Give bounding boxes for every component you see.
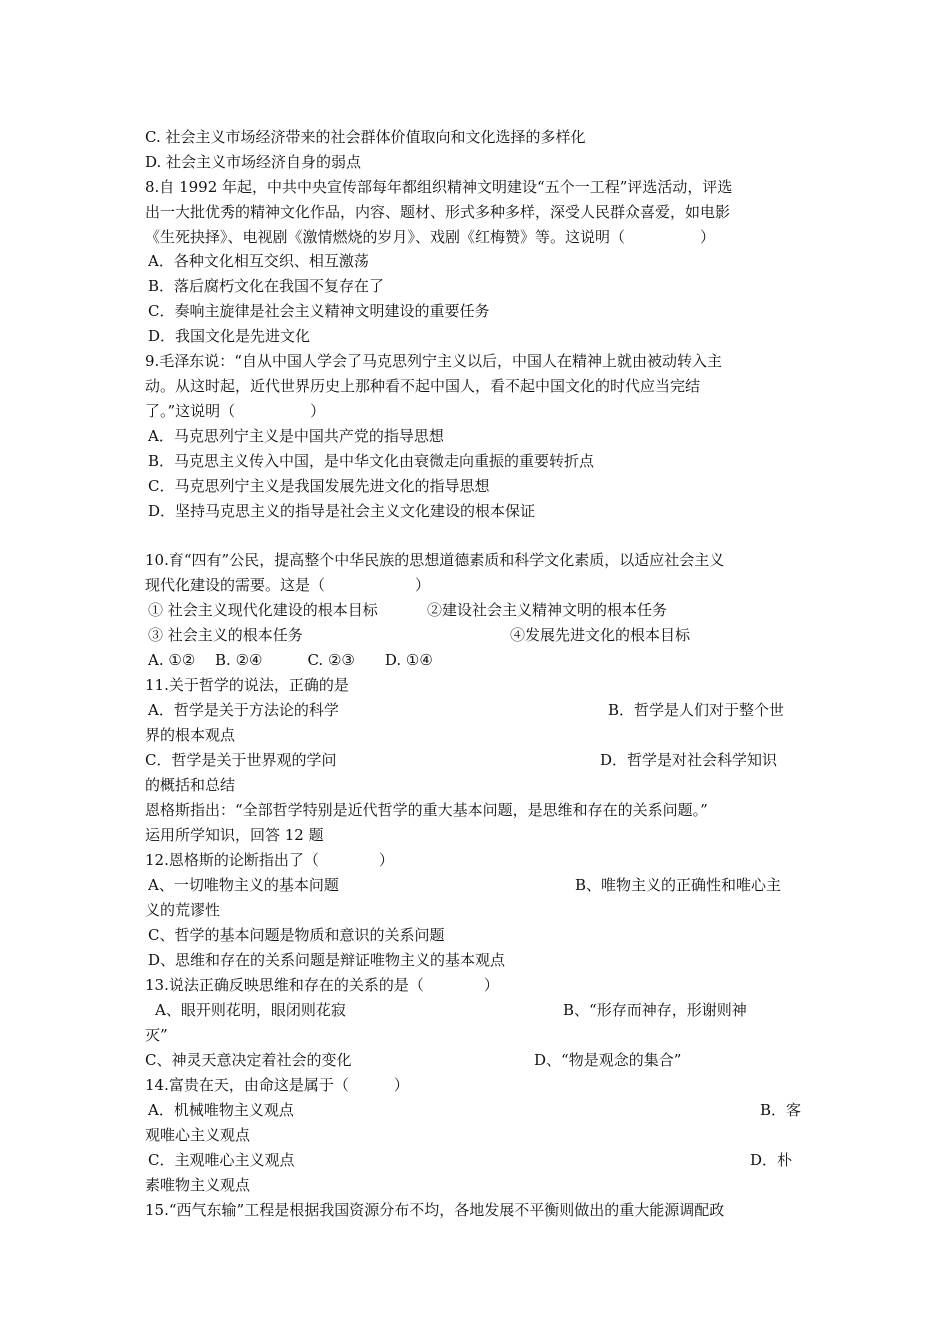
question-8-line-2: 出一大批优秀的精神文化作品，内容、题材、形式多种多样，深受人民群众喜爱，如电影 (145, 203, 731, 221)
option-b-q14: B．客 (760, 1101, 802, 1119)
option-b-q9: B．马克思主义传入中国，是中华文化由衰微走向重振的重要转折点 (148, 452, 595, 470)
option-c-q11: C．哲学是关于世界观的学问 (145, 751, 337, 769)
option-b-q12: B、唯物主义的正确性和唯心主 (575, 876, 782, 894)
option-d-q7: D. 社会主义市场经济自身的弱点 (145, 153, 362, 171)
question-12: 12.恩格斯的论断指出了（ ） (145, 851, 394, 869)
question-10-line-2: 现代化建设的需要。这是（ ） (145, 576, 431, 594)
question-8-line-3: 《生死抉择》、电视剧《激情燃烧的岁月》、戏剧《红梅赞》等。这说明（ ） (145, 228, 716, 246)
option-d-q11-cont: 的概括和总结 (145, 776, 236, 794)
statement-2-q10: ②建设社会主义精神文明的根本任务 (427, 601, 668, 619)
statement-1-q10: ① 社会主义现代化建设的根本目标 (148, 601, 378, 619)
option-a-q8: A．各种文化相互交织、相互激荡 (148, 252, 369, 270)
question-15-line-1: 15.“西气东输”工程是根据我国资源分布不均，各地发展不平衡则做出的重大能源调配政 (145, 1201, 725, 1219)
option-b-q13-cont: 灭” (145, 1026, 168, 1044)
option-c-q7: C. 社会主义市场经济带来的社会群体价值取向和文化选择的多样化 (145, 128, 586, 146)
option-d-q13: D、“物是观念的集合” (534, 1051, 682, 1069)
option-d-q14: D．朴 (750, 1151, 793, 1169)
option-b-q12-cont: 义的荒谬性 (145, 901, 221, 919)
option-a-q11: A．哲学是关于方法论的科学 (148, 701, 339, 719)
option-d-q12: D、思维和存在的关系问题是辩证唯物主义的基本观点 (148, 951, 506, 969)
option-b-q13: B、“形存而神存，形谢则神 (563, 1001, 747, 1019)
option-c-q9: C．马克思列宁主义是我国发展先进文化的指导思想 (148, 477, 490, 495)
question-9-line-2: 动。从这时起，近代世界历史上那种看不起中国人，看不起中国文化的时代应当完结 (145, 377, 701, 395)
option-c-q13: C、神灵天意决定着社会的变化 (145, 1051, 352, 1069)
question-8-line-1: 8.自 1992 年起，中共中央宣传部每年都组织精神文明建设“五个一工程”评选活动，评选 (145, 178, 733, 196)
option-b-q11-cont: 界的根本观点 (145, 726, 236, 744)
option-c-q12: C、哲学的基本问题是物质和意识的关系问题 (148, 926, 445, 944)
question-11: 11.关于哲学的说法，正确的是 (145, 676, 349, 694)
statement-4-q10: ④发展先进文化的根本目标 (510, 626, 691, 644)
question-9-line-3: 了。”这说明（ ） (145, 402, 326, 420)
option-c-q14: C．主观唯心主义观点 (148, 1151, 295, 1169)
options-q10: A. ①② B. ②④ C. ②③ D. ①④ (148, 651, 433, 669)
question-9-line-1: 9.毛泽东说：“自从中国人学会了马克思列宁主义以后，中国人在精神上就由被动转入主 (145, 352, 722, 370)
instruction-q12: 运用所学知识，回答 12 题 (145, 826, 324, 844)
option-a-q14: A．机械唯物主义观点 (148, 1101, 294, 1119)
statement-3-q10: ③ 社会主义的根本任务 (148, 626, 303, 644)
question-10-line-1: 10.育“四有”公民，提高整个中华民族的思想道德素质和科学文化素质，以适应社会主义 (145, 551, 725, 569)
option-b-q8: B．落后腐朽文化在我国不复存在了 (148, 277, 385, 295)
option-c-q8: C．奏响主旋律是社会主义精神文明建设的重要任务 (148, 302, 490, 320)
option-b-q11: B．哲学是人们对于整个世 (608, 701, 785, 719)
question-13: 13.说法正确反映思维和存在的关系的是（ ） (145, 976, 499, 994)
option-a-q13: A、眼开则花明，眼闭则花寂 (155, 1001, 346, 1019)
option-d-q9: D．坚持马克思主义的指导是社会主义文化建设的根本保证 (148, 502, 536, 520)
option-a-q12: A、一切唯物主义的基本问题 (148, 876, 339, 894)
option-d-q8: D．我国文化是先进文化 (148, 327, 311, 345)
option-a-q9: A．马克思列宁主义是中国共产党的指导思想 (148, 427, 444, 445)
option-d-q14-cont: 素唯物主义观点 (145, 1176, 251, 1194)
engels-quote: 恩格斯指出：“全部哲学特别是近代哲学的重大基本问题，是思维和存在的关系问题。” (145, 801, 708, 819)
option-b-q14-cont: 观唯心主义观点 (145, 1126, 251, 1144)
option-d-q11: D．哲学是对社会科学知识 (600, 751, 778, 769)
question-14: 14.富贵在天，由命这是属于（ ） (145, 1076, 409, 1094)
